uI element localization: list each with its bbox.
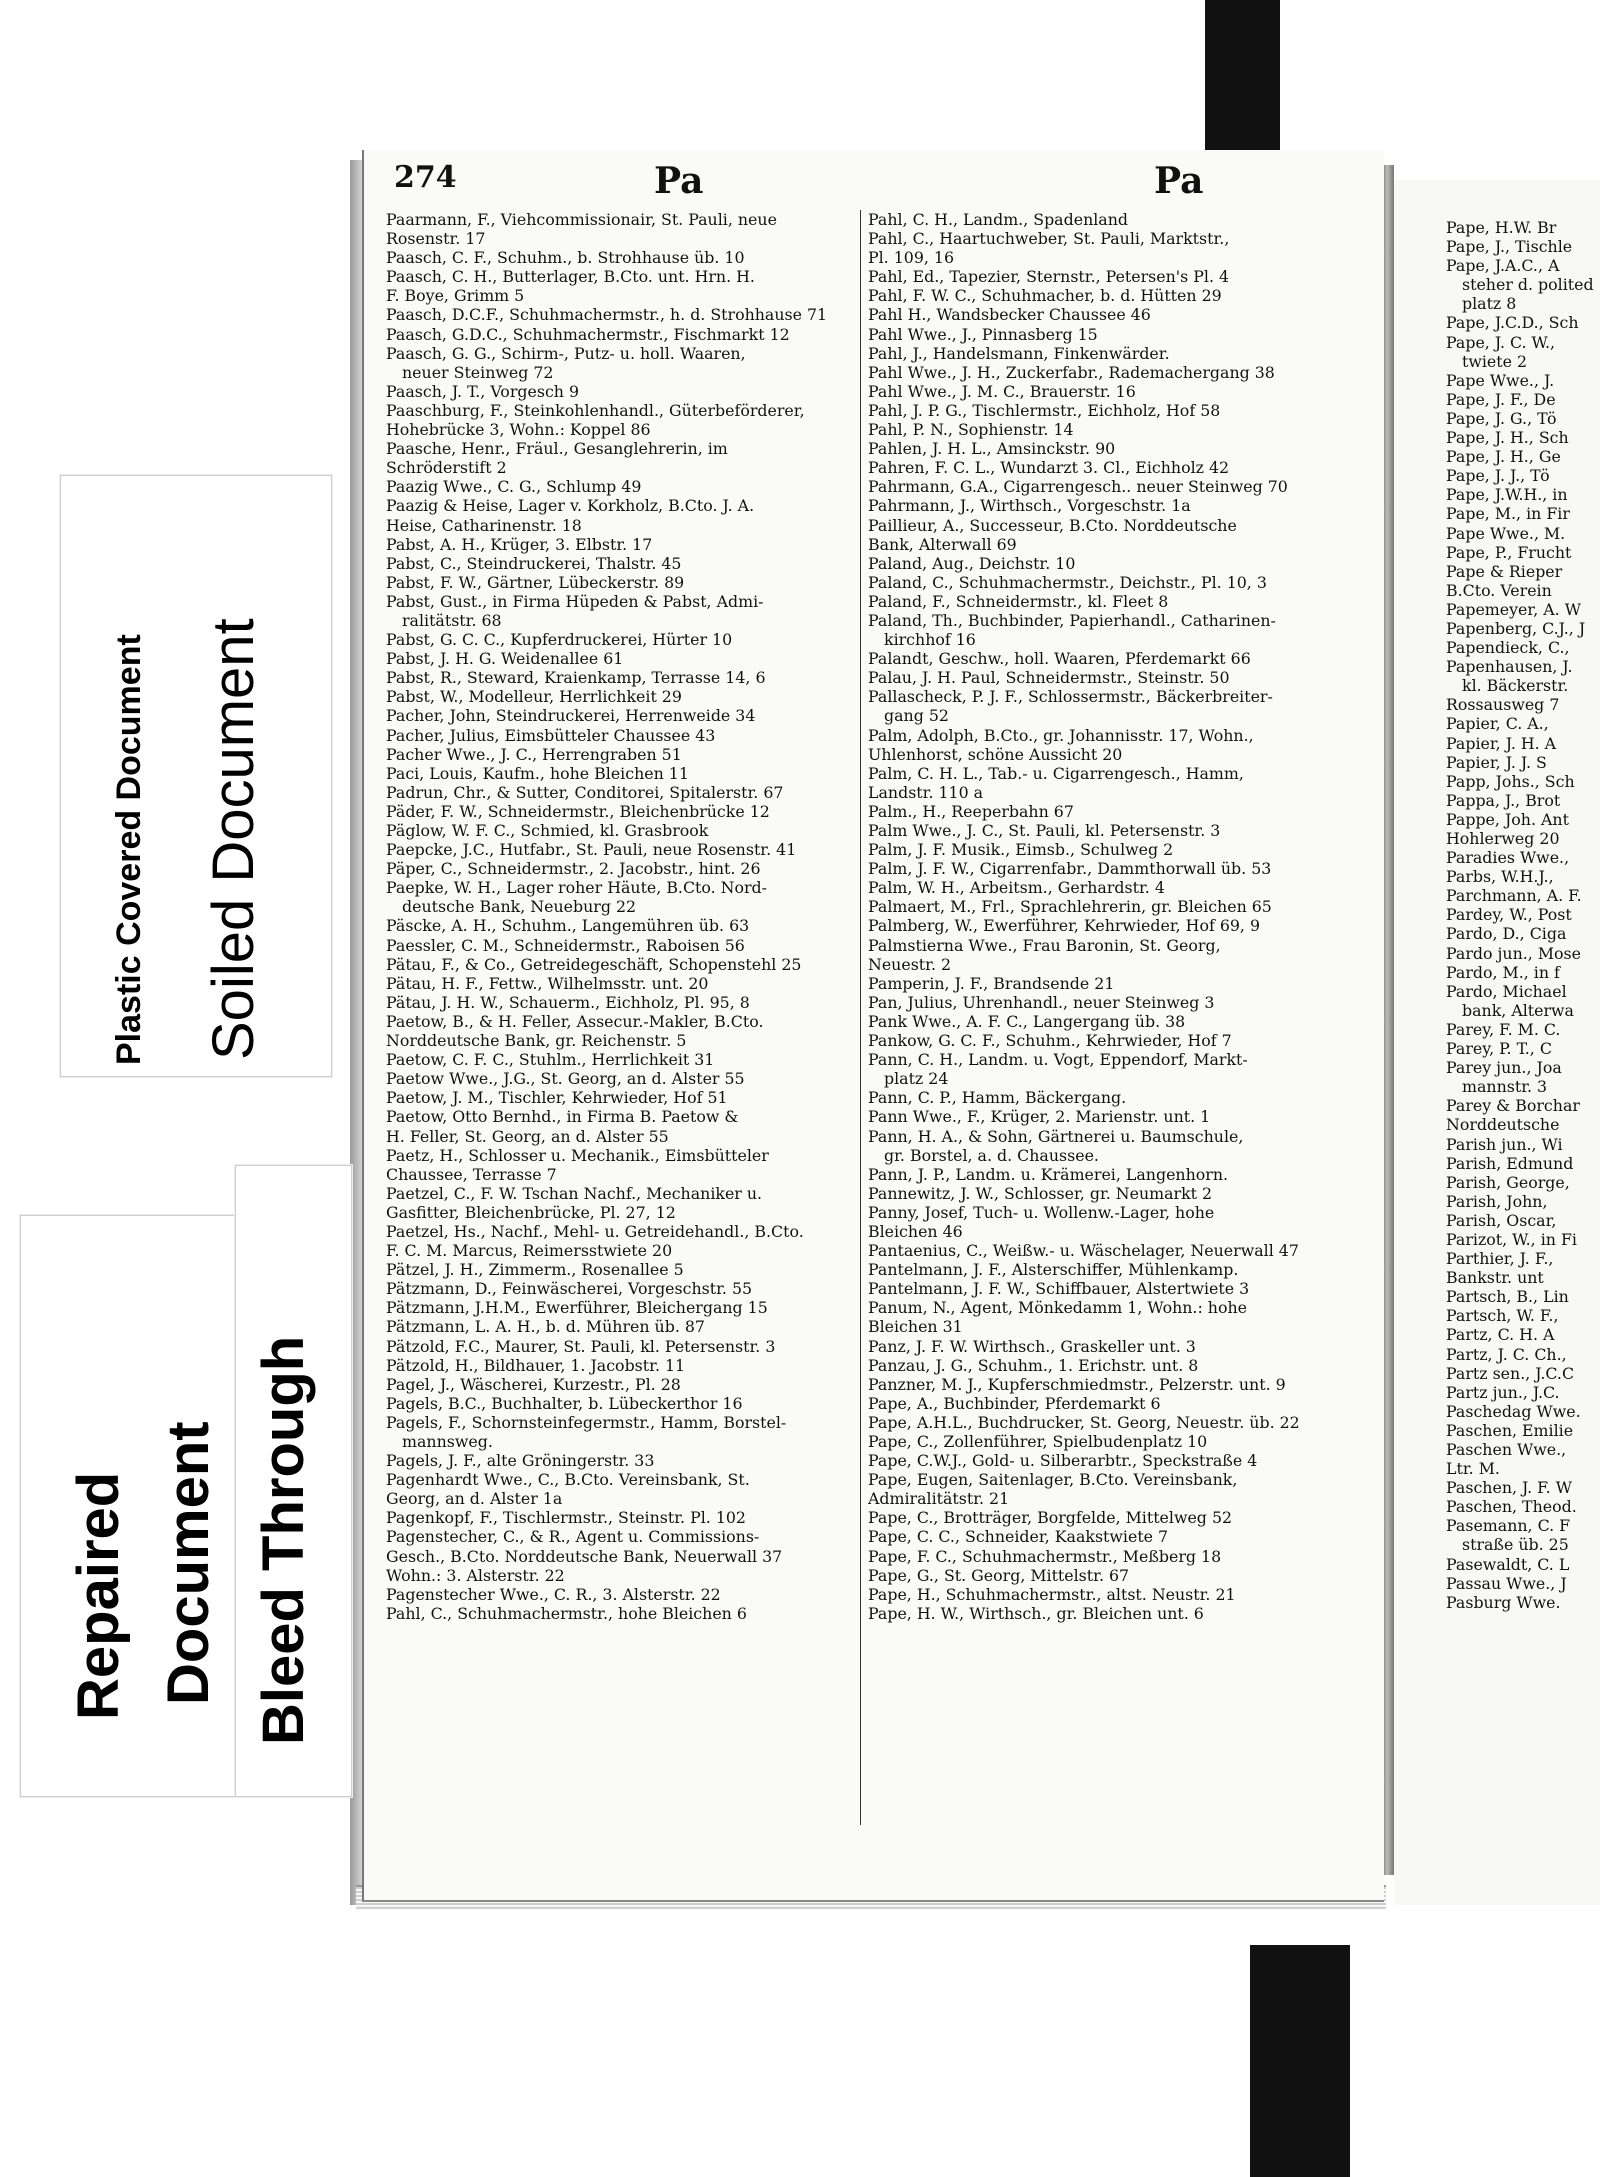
directory-entry: Paetzel, Hs., Nachf., Mehl- u. Getreidehandl., B.Cto.: [386, 1221, 804, 1241]
directory-entry: Pan, Julius, Uhrenhandl., neuer Steinweg 3: [868, 992, 1215, 1012]
directory-entry: Papenberg, C.J., J: [1446, 618, 1586, 638]
directory-entry: Pardo, Michael: [1446, 981, 1567, 1001]
background-black-bar: [1205, 0, 1280, 170]
directory-entry: Pahl, F. W. C., Schuhmacher, b. d. Hütten 29: [868, 286, 1222, 306]
background-black-bar: [1250, 1945, 1350, 2177]
directory-entry: Pape, J. F., De: [1446, 389, 1556, 409]
directory-entry: platz 8: [1462, 294, 1517, 314]
directory-entry: Panz, J. F. W. Wirthsch., Graskeller unt. 3: [868, 1336, 1196, 1356]
directory-entry: Paetzel, C., F. W. Tschan Nachf., Mechaniker u.: [386, 1183, 763, 1203]
directory-entry: Pacher, John, Steindruckerei, Herrenweide 34: [386, 706, 756, 726]
directory-entry: Palm, Adolph, B.Cto., gr. Johannisstr. 17, Wohn.,: [868, 725, 1254, 745]
directory-entry: Paazig & Heise, Lager v. Korkholz, B.Cto. J. A.: [386, 496, 755, 516]
condition-label-card: [60, 475, 332, 1077]
directory-entry: Pätzmann, L. A. H., b. d. Mühren üb. 87: [386, 1317, 705, 1337]
directory-entry: Parish, John,: [1446, 1191, 1548, 1211]
directory-entry: Palm, J. F. Musik., Eimsb., Schulweg 2: [868, 840, 1174, 860]
directory-entry: Bleichen 31: [868, 1317, 963, 1337]
directory-entry: Paschedag Wwe.: [1446, 1401, 1581, 1421]
directory-entry: Panny, Josef, Tuch- u. Wollenw.-Lager, hohe: [868, 1202, 1215, 1222]
directory-entry: Rosenstr. 17: [386, 229, 486, 249]
directory-entry: Paarmann, F., Viehcommissionair, St. Pauli, neue: [386, 210, 777, 229]
directory-entry: Panum, N., Agent, Mönkedamm 1, Wohn.: hohe: [868, 1298, 1247, 1318]
directory-entry: Paetow, B., & H. Feller, Assecur.-Makler, B.Cto.: [386, 1011, 764, 1031]
directory-entry: Pantelmann, J. F., Alsterschiffer, Mühlenkamp.: [868, 1260, 1239, 1280]
directory-entry: Norddeutsche Bank, gr. Reichenstr. 5: [386, 1031, 687, 1051]
directory-entry: neuer Steinweg 72: [402, 362, 554, 382]
directory-entry: Pahrmann, J., Wirthsch., Vorgeschstr. 1a: [868, 496, 1191, 516]
next-page-column: [1446, 218, 1600, 1612]
directory-entry: Pabst, G. C. C., Kupferdruckerei, Hürter 10: [386, 630, 733, 650]
directory-entry: Pape, J.W.H., in: [1446, 485, 1568, 505]
directory-entry: Palm, C. H. L., Tab.- u. Cigarrengesch., Hamm,: [868, 763, 1244, 783]
directory-entry: Pahl H., Wandsbecker Chaussee 46: [868, 305, 1151, 325]
directory-entry: Pann, H. A., & Sohn, Gärtnerei u. Baumschule,: [868, 1126, 1244, 1146]
directory-entry: Parish, Edmund: [1446, 1153, 1574, 1173]
directory-entry: Pape, A.H.L., Buchdrucker, St. Georg, Neuestr. üb. 22: [868, 1412, 1300, 1432]
directory-entry: Parbs, W.H.J.,: [1446, 867, 1554, 887]
directory-entry: Palmberg, W., Ewerführer, Kehrwieder, Hof 69, 9: [868, 916, 1261, 936]
directory-entry: Pape, H.W. Br: [1446, 218, 1557, 237]
directory-entry: Pannewitz, J. W., Schlosser, gr. Neumarkt 2: [868, 1183, 1213, 1203]
directory-entry: Parish jun., Wi: [1446, 1134, 1563, 1154]
directory-entry: Palm, W. H., Arbeitsm., Gerhardstr. 4: [868, 878, 1165, 898]
label-document: Document: [156, 1421, 221, 1705]
directory-entry: Pagenstecher, C., & R., Agent u. Commissions-: [386, 1527, 760, 1547]
directory-entry: Pahrmann, G.A., Cigarrengesch.. neuer Steinweg 70: [868, 477, 1288, 497]
directory-entry: Panzner, M. J., Kupferschmiedmstr., Pelzerstr. unt. 9: [868, 1374, 1286, 1394]
directory-entry: Pätzel, J. H., Zimmerm., Rosenallee 5: [386, 1260, 684, 1280]
directory-entry: Pann, C. H., Landm. u. Vogt, Eppendorf, Markt-: [868, 1050, 1248, 1070]
directory-entry: Paasche, Henr., Fräul., Gesanglehrerin, im: [386, 439, 728, 459]
directory-entry: Pahl, C., Haartuchweber, St. Pauli, Marktstr.,: [868, 229, 1230, 249]
directory-entry: Paci, Louis, Kaufm., hohe Bleichen 11: [386, 763, 689, 783]
directory-entry: Pape & Rieper: [1446, 561, 1563, 581]
directory-entry: Päder, F. W., Schneidermstr., Bleichenbrücke 12: [386, 801, 770, 821]
directory-entry: Pabst, W., Modelleur, Herrlichkeit 29: [386, 687, 682, 707]
directory-entry: Partz, C. H. A: [1446, 1325, 1555, 1345]
page-number: 274: [394, 160, 457, 195]
directory-entry: Parthier, J. F.,: [1446, 1249, 1554, 1269]
directory-entry: Parey, F. M. C.: [1446, 1019, 1561, 1039]
right-column: [868, 210, 1348, 1623]
directory-entry: Pantaenius, C., Weißw.- u. Wäschelager, Neuerwall 47: [868, 1241, 1299, 1261]
directory-entry: Paetow, Otto Bernhd., in Firma B. Paetow &: [386, 1107, 739, 1127]
directory-entry: platz 24: [884, 1069, 949, 1089]
directory-entry: Partsch, B., Lin: [1446, 1287, 1569, 1307]
directory-entry: Pahl, J., Handelsmann, Finkenwärder.: [868, 343, 1170, 363]
directory-entry: Pape Wwe., M.: [1446, 523, 1566, 543]
directory-entry: Paetow, J. M., Tischler, Kehrwieder, Hof 51: [386, 1088, 728, 1108]
directory-entry: Bankstr. unt: [1446, 1268, 1544, 1288]
directory-entry: mannstr. 3: [1462, 1077, 1548, 1097]
directory-entry: Landstr. 110 a: [868, 782, 984, 802]
directory-entry: Parchmann, A. F.: [1446, 886, 1582, 906]
directory-entry: kirchhof 16: [884, 630, 976, 650]
directory-entry: Heise, Catharinenstr. 18: [386, 515, 582, 535]
label-soiled: Soiled Document: [201, 618, 266, 1060]
directory-entry: Passau Wwe., J: [1446, 1573, 1567, 1593]
directory-entry: Admiralitätstr. 21: [868, 1489, 1010, 1509]
directory-entry: Partz, J. C. Ch.,: [1446, 1344, 1567, 1364]
directory-entry: Paschen, Emilie: [1446, 1420, 1574, 1440]
directory-entry: Pabst, C., Steindruckerei, Thalstr. 45: [386, 553, 682, 573]
directory-entry: Pahl Wwe., J. M. C., Brauerstr. 16: [868, 381, 1136, 401]
page-header: [394, 160, 1354, 205]
directory-entry: Georg, an d. Alster 1a: [386, 1489, 563, 1509]
directory-entry: Pardo jun., Mose: [1446, 943, 1581, 963]
directory-entry: Pabst, J. H. G. Weidenallee 61: [386, 649, 624, 669]
directory-entry: Paessler, C. M., Schneidermstr., Raboisen 56: [386, 935, 745, 955]
directory-entry: Pape, J. C. W.,: [1446, 332, 1556, 352]
directory-entry: Parey, P. T., C: [1446, 1039, 1552, 1059]
directory-entry: Paepcke, J.C., Hutfabr., St. Pauli, neue Rosenstr. 41: [386, 840, 797, 860]
directory-entry: Wohn.: 3. Alsterstr. 22: [386, 1565, 565, 1585]
directory-entry: Pätzold, H., Bildhauer, 1. Jacobstr. 11: [386, 1355, 686, 1375]
directory-entry: Padrun, Chr., & Sutter, Conditorei, Spitalerstr. 67: [386, 782, 784, 802]
directory-entry: Paetow Wwe., J.G., St. Georg, an d. Alster 55: [386, 1069, 745, 1089]
directory-entry: Pape, P., Frucht: [1446, 542, 1572, 562]
directory-entry: Palmstierna Wwe., Frau Baronin, St. Georg,: [868, 935, 1221, 955]
directory-entry: Paetow, C. F. C., Stuhlm., Herrlichkeit 31: [386, 1050, 715, 1070]
directory-entry: Palm., H., Reeperbahn 67: [868, 801, 1074, 821]
next-page: [1394, 180, 1600, 1905]
directory-entry: Pahl, C. H., Landm., Spadenland: [868, 210, 1128, 229]
directory-entry: Paasch, G. G., Schirm-, Putz- u. holl. Waaren,: [386, 343, 746, 363]
directory-entry: Pacher Wwe., J. C., Herrengraben 51: [386, 744, 682, 764]
label-repaired: Repaired: [66, 1471, 131, 1720]
directory-entry: Pätzmann, D., Feinwäscherei, Vorgeschstr. 55: [386, 1279, 753, 1299]
directory-entry: Paschen Wwe.,: [1446, 1440, 1567, 1459]
directory-entry: Pasemann, C. F: [1446, 1516, 1571, 1536]
directory-entry: F. C. M. Marcus, Reimersstwiete 20: [386, 1241, 673, 1261]
directory-entry: Hohlerweg 20: [1446, 829, 1560, 848]
directory-entry: Pagenhardt Wwe., C., B.Cto. Vereinsbank, St.: [386, 1470, 750, 1490]
directory-entry: Papier, J. J. S: [1446, 752, 1547, 772]
directory-entry: Pape, C. C., Schneider, Kaakstwiete 7: [868, 1527, 1169, 1547]
directory-entry: Parey jun., Joa: [1446, 1058, 1562, 1078]
directory-entry: Päscke, A. H., Schuhm., Langemühren üb. 63: [386, 916, 750, 936]
directory-entry: Papier, C. A.,: [1446, 714, 1549, 734]
directory-entry: Paasch, C. F., Schuhm., b. Strohhause üb. 10: [386, 248, 745, 268]
directory-entry: Paasch, J. T., Vorgesch 9: [386, 381, 580, 401]
directory-entry: gr. Borstel, a. d. Chaussee.: [884, 1145, 1099, 1165]
directory-entry: Päglow, W. F. C., Schmied, kl. Grasbrook: [386, 821, 709, 840]
directory-entry: F. Boye, Grimm 5: [386, 286, 525, 306]
directory-entry: Pätzold, F.C., Maurer, St. Pauli, kl. Petersenstr. 3: [386, 1336, 776, 1356]
label-plastic-covered: Plastic Covered Document: [110, 634, 148, 1065]
label-bleed-through: Bleed Through: [251, 1335, 316, 1745]
left-column: [386, 210, 866, 1623]
directory-entry: Paillieur, A., Successeur, B.Cto. Norddeutsche: [868, 515, 1237, 535]
directory-entry: Palm, J. F. W., Cigarrenfabr., Dammthorwall üb. 53: [868, 859, 1272, 879]
directory-entry: Pank Wwe., A. F. C., Langergang üb. 38: [868, 1011, 1186, 1031]
directory-entry: Pape, J.A.C., A: [1446, 256, 1560, 276]
directory-entry: Pape, F. C., Schuhmachermstr., Meßberg 18: [868, 1546, 1222, 1566]
directory-entry: Paepke, W. H., Lager roher Häute, B.Cto. Nord-: [386, 878, 767, 898]
directory-entry: Pann, J. P., Landm. u. Krämerei, Langenhorn.: [868, 1164, 1229, 1184]
directory-entry: gang 52: [884, 706, 949, 726]
directory-entry: Palmaert, M., Frl., Sprachlehrerin, gr. Bleichen 65: [868, 897, 1272, 917]
directory-entry: Parizot, W., in Fi: [1446, 1229, 1577, 1249]
directory-entry: Hohebrücke 3, Wohn.: Koppel 86: [386, 420, 651, 440]
directory-entry: Päper, C., Schneidermstr., 2. Jacobstr., hint. 26: [386, 859, 761, 879]
directory-entry: Paetz, H., Schlosser u. Mechanik., Eimsbütteler: [386, 1145, 769, 1165]
directory-entry: Pahl, P. N., Sophienstr. 14: [868, 420, 1074, 440]
directory-entry: Paland, Th., Buchbinder, Papierhandl., Catharinen-: [868, 610, 1276, 630]
directory-entry: Pätau, J. H. W., Schauerm., Eichholz, Pl. 95, 8: [386, 992, 750, 1012]
directory-entry: Pahl Wwe., J., Pinnasberg 15: [868, 324, 1098, 344]
directory-entry: Schröderstift 2: [386, 458, 507, 478]
directory-entry: Pape, M., in Fir: [1446, 504, 1570, 524]
directory-entry: Pätau, H. F., Fettw., Wilhelmsstr. unt. 20: [386, 973, 709, 993]
directory-entry: Pann, C. P., Hamm, Bäckergang.: [868, 1088, 1127, 1108]
directory-entry: Pabst, F. W., Gärtner, Lübeckerstr. 89: [386, 572, 685, 592]
directory-entry: Pape, A., Buchbinder, Pferdemarkt 6: [868, 1393, 1161, 1413]
directory-entry: Pape, H. W., Wirthsch., gr. Bleichen unt. 6: [868, 1603, 1204, 1623]
directory-entry: H. Feller, St. Georg, an d. Alster 55: [386, 1126, 669, 1146]
directory-entry: Paasch, G.D.C., Schuhmachermstr., Fischmarkt 12: [386, 324, 790, 344]
directory-entry: Norddeutsche: [1446, 1115, 1560, 1135]
directory-entry: Pabst, A. H., Krüger, 3. Elbstr. 17: [386, 534, 653, 554]
directory-entry: Pätau, F., & Co., Getreidegeschäft, Schopenstehl 25: [386, 954, 802, 974]
directory-entry: Paland, Aug., Deichstr. 10: [868, 553, 1076, 573]
directory-entry: Palandt, Geschw., holl. Waaren, Pferdemarkt 66: [868, 649, 1251, 669]
directory-entry: Papendieck, C.,: [1446, 638, 1570, 658]
directory-entry: Pabst, Gust., in Firma Hüpeden & Pabst, Admi-: [386, 591, 764, 611]
directory-entry: Papemeyer, A. W: [1446, 599, 1581, 619]
directory-entry: Pagenkopf, F., Tischlermstr., Steinstr. Pl. 102: [386, 1508, 746, 1528]
directory-entry: Pahlen, J. H. L., Amsinckstr. 90: [868, 439, 1116, 459]
directory-entry: Pacher, Julius, Eimsbütteler Chaussee 43: [386, 725, 716, 745]
directory-entry: Pardo, D., Ciga: [1446, 924, 1567, 944]
directory-entry: Pagenstecher Wwe., C. R., 3. Alsterstr. 22: [386, 1584, 721, 1604]
directory-entry: Pappe, Joh. Ant: [1446, 809, 1569, 829]
directory-entry: Pahl, Ed., Tapezier, Sternstr., Petersen's Pl. 4: [868, 267, 1230, 287]
directory-entry: Pape, J. G., Tö: [1446, 408, 1557, 428]
directory-entry: Pabst, R., Steward, Kraienkamp, Terrasse 14, 6: [386, 668, 766, 688]
directory-entry: Pardey, W., Post: [1446, 905, 1572, 925]
directory-entry: Bleichen 46: [868, 1221, 963, 1241]
directory-entry: Partsch, W. F.,: [1446, 1306, 1559, 1326]
directory-entry: steher d. polited: [1462, 275, 1594, 295]
directory-entry: Papp, Johs., Sch: [1446, 771, 1575, 791]
directory-entry: Pallascheck, P. J. F., Schlossermstr., Bäckerbreiter-: [868, 687, 1273, 707]
directory-entry: Pahl Wwe., J. H., Zuckerfabr., Rademachergang 38: [868, 362, 1275, 382]
directory-entry: bank, Alterwa: [1462, 1000, 1574, 1020]
directory-entry: Palm Wwe., J. C., St. Pauli, kl. Petersenstr. 3: [868, 821, 1221, 840]
directory-entry: Gasfitter, Bleichenbrücke, Pl. 27, 12: [386, 1202, 676, 1222]
directory-entry: Pape, H., Schuhmachermstr., altst. Neustr. 21: [868, 1584, 1236, 1604]
directory-entry: Pape, C., Zollenführer, Spielbudenplatz 10: [868, 1432, 1208, 1451]
directory-entry: Paschen, Theod.: [1446, 1497, 1577, 1517]
directory-entry: Pape, J.C.D., Sch: [1446, 313, 1579, 333]
directory-entry: kl. Bäckerstr.: [1462, 676, 1569, 696]
directory-entry: straße üb. 25: [1462, 1535, 1569, 1555]
directory-entry: ralitätstr. 68: [402, 610, 502, 630]
directory-entry: Pape, G., St. Georg, Mittelstr. 67: [868, 1565, 1130, 1585]
directory-entry: Ltr. M.: [1446, 1459, 1500, 1479]
directory-entry: Pappa, J., Brot: [1446, 790, 1561, 810]
directory-entry: Pahl, C., Schuhmachermstr., hohe Bleichen 6: [386, 1603, 747, 1623]
directory-entry: Pankow, G. C. F., Schuhm., Kehrwieder, Hof 7: [868, 1031, 1232, 1051]
directory-entry: Parish, Oscar,: [1446, 1210, 1557, 1230]
directory-entry: Chaussee, Terrasse 7: [386, 1164, 557, 1184]
directory-entry: Pape, Eugen, Saitenlager, B.Cto. Vereinsbank,: [868, 1470, 1238, 1490]
directory-entry: Paschen, J. F. W: [1446, 1478, 1572, 1498]
directory-entry: Pape, J., Tischle: [1446, 237, 1573, 257]
directory-entry: Pätzmann, J.H.M., Ewerführer, Bleichergang 15: [386, 1298, 768, 1318]
directory-entry: mannsweg.: [402, 1432, 493, 1451]
directory-entry: Neuestr. 2: [868, 954, 952, 974]
directory-entry: Pardo, M., in f: [1446, 962, 1560, 982]
directory-entry: Papenhausen, J.: [1446, 657, 1573, 677]
directory-entry: Pamperin, J. F., Brandsende 21: [868, 973, 1115, 993]
directory-entry: Rossausweg 7: [1446, 695, 1560, 715]
directory-entry: Pahl, J. P. G., Tischlermstr., Eichholz, Hof 58: [868, 400, 1221, 420]
directory-entry: Pape, C., Brotträger, Borgfelde, Mittelweg 52: [868, 1508, 1233, 1528]
directory-entry: Pahren, F. C. L., Wundarzt 3. Cl., Eichholz 42: [868, 458, 1230, 478]
directory-entry: Pasewaldt, C. L: [1446, 1554, 1570, 1574]
running-head-right: Pa: [1154, 160, 1204, 202]
directory-entry: Pape Wwe., J.: [1446, 370, 1555, 390]
directory-entry: Uhlenhorst, schöne Aussicht 20: [868, 744, 1123, 764]
running-head-left: Pa: [654, 160, 704, 202]
directory-entry: Paasch, D.C.F., Schuhmachermstr., h. d. Strohhause 71: [386, 305, 828, 325]
directory-entry: Partz jun., J.C.: [1446, 1382, 1560, 1402]
directory-entry: Paaschburg, F., Steinkohlenhandl., Güterbeförderer,: [386, 400, 805, 420]
directory-entry: Pasburg Wwe.: [1446, 1592, 1561, 1612]
directory-entry: Panzau, J. G., Schuhm., 1. Erichstr. unt. 8: [868, 1355, 1199, 1375]
directory-entry: Pape, J. H., Sch: [1446, 428, 1569, 448]
directory-entry: Pape, C.W.J., Gold- u. Silberarbtr., Speckstraße 4: [868, 1451, 1258, 1471]
directory-entry: Pann Wwe., F., Krüger, 2. Marienstr. unt. 1: [868, 1107, 1211, 1127]
directory-entry: B.Cto. Verein: [1446, 580, 1552, 600]
directory-entry: Pantelmann, J. F. W., Schiffbauer, Alstertwiete 3: [868, 1279, 1250, 1299]
directory-entry: Paasch, C. H., Butterlager, B.Cto. unt. Hrn. H.: [386, 267, 755, 287]
directory-entry: Pagels, J. F., alte Gröningerstr. 33: [386, 1451, 655, 1471]
directory-entry: Partz sen., J.C.C: [1446, 1363, 1575, 1383]
directory-entry: Paland, C., Schuhmachermstr., Deichstr., Pl. 10, 3: [868, 572, 1267, 592]
directory-entry: Paradies Wwe.,: [1446, 848, 1570, 868]
directory-entry: Paland, F., Schneidermstr., kl. Fleet 8: [868, 591, 1169, 611]
directory-entry: Paazig Wwe., C. G., Schlump 49: [386, 477, 642, 497]
directory-entry: Pagel, J., Wäscherei, Kurzestr., Pl. 28: [386, 1374, 681, 1394]
directory-entry: Pagels, F., Schornsteinfegermstr., Hamm, Borstel-: [386, 1412, 787, 1432]
directory-entry: Papier, J. H. A: [1446, 733, 1557, 753]
directory-entry: Parey & Borchar: [1446, 1096, 1580, 1116]
directory-entry: Pape, J. H., Ge: [1446, 447, 1561, 467]
directory-entry: Gesch., B.Cto. Norddeutsche Bank, Neuerwall 37: [386, 1546, 783, 1566]
directory-entry: Parish, George,: [1446, 1172, 1570, 1192]
directory-page: [362, 150, 1384, 1902]
directory-entry: Pagels, B.C., Buchhalter, b. Lübeckerthor 16: [386, 1393, 743, 1413]
directory-entry: Pl. 109, 16: [868, 248, 955, 268]
directory-entry: twiete 2: [1462, 351, 1528, 371]
directory-entry: Bank, Alterwall 69: [868, 534, 1017, 554]
directory-entry: Pape, J. J., Tö: [1446, 466, 1550, 486]
directory-entry: deutsche Bank, Neueburg 22: [402, 897, 637, 917]
directory-entry: Palau, J. H. Paul, Schneidermstr., Steinstr. 50: [868, 668, 1230, 688]
